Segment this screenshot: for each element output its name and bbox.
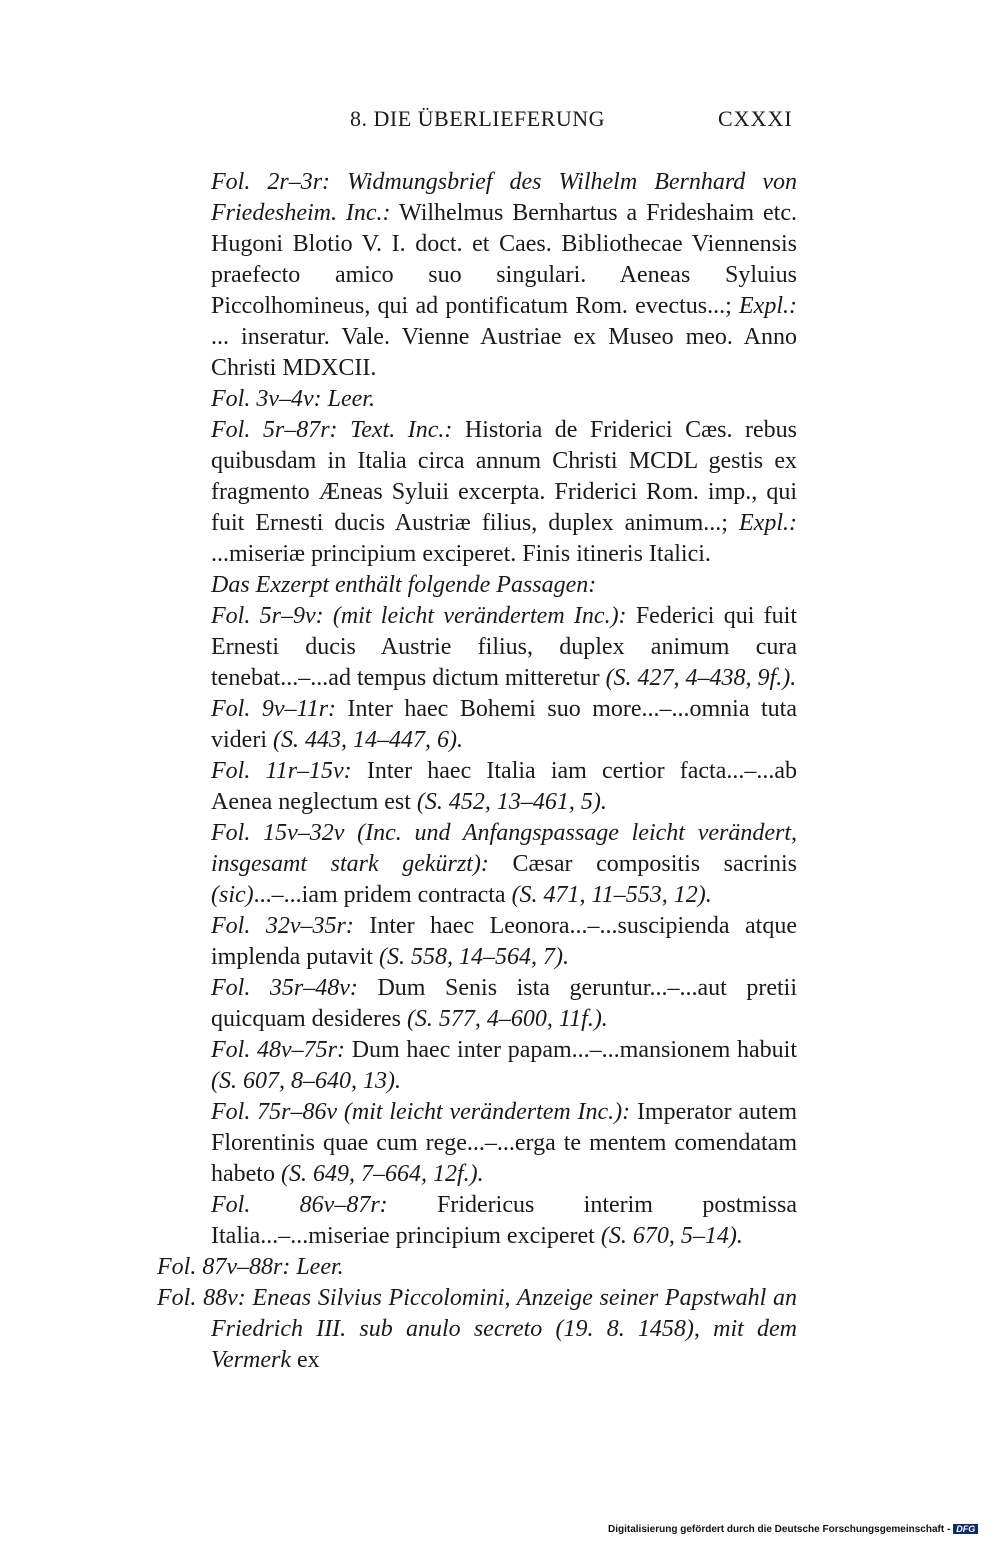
- entry-leer-2: Fol. 87v–88r: Leer.: [157, 1254, 344, 1280]
- passage-4: Fol. 15v–32v (Inc. und Anfangspassage leicht verändert, insgesamt stark gekürzt): Cæsar compositis sacrinis (sic)...–...iam pridem contracta (S. 471, 11–553, 12).: [211, 820, 797, 908]
- footer-text: Digitalisierung gefördert durch die Deutsche Forschungsgemeinschaft -: [608, 1524, 951, 1535]
- passage-7: Fol. 48v–75r: Dum haec inter papam...–...mansionem habuit (S. 607, 8–640, 13).: [211, 1037, 798, 1094]
- passage-2: Fol. 9v–11r: Inter haec Bohemi suo more...–...omnia tuta videri (S. 443, 14–447, 6).: [211, 696, 798, 753]
- entry-text: Fol. 5r–87r: Text. Inc.: Historia de Friderici Cæs. rebus quibusdam in Italia circa annum Christi MCDL gestis ex fragmento Æneas Syluii excerpta. Friderici Rom. imp., qui fuit Ernesti ducis Austriæ filius, duplex animum...; Expl.: ...miseriæ principium exciperet. Finis itineris Italici.: [211, 417, 797, 567]
- passage-3: Fol. 11r–15v: Inter haec Italia iam certior facta...–...ab Aenea neglectum est (S. 452, 13–461, 5).: [211, 758, 798, 815]
- passage-9: Fol. 86v–87r: Fridericus interim postmissa Italia...–...miseriae principium exciperet (S. 670, 5–14).: [211, 1192, 797, 1249]
- digitization-footer: [608, 1524, 988, 1540]
- page-body: [157, 167, 797, 1376]
- passage-1: Fol. 5r–9v: (mit leicht verändertem Inc.): Federici qui fuit Ernesti ducis Austrie filius, duplex animum cura tenebat...–...ad tempus dictum mitteretur (S. 427, 4–438, 9f.).: [211, 603, 797, 691]
- passage-8: Fol. 75r–86v (mit leicht verändertem Inc.): Imperator autem Florentinis quae cum rege...–...erga te mentem comendatam habeto (S. 649, 7–664, 12f.).: [211, 1099, 797, 1187]
- passage-5: Fol. 32v–35r: Inter haec Leonora...–...suscipienda atque implenda putavit (S. 558, 14–564, 7).: [211, 913, 798, 970]
- passage-6: Fol. 35r–48v: Dum Senis ista geruntur...–...aut pretii quicquam desideres (S. 577, 4–600, 11f.).: [211, 975, 798, 1032]
- entry-exzerpt-intro: Das Exzerpt enthält folgende Passagen:: [211, 572, 597, 598]
- entry-widmungsbrief: Fol. 2r–3r: Widmungsbrief des Wilhelm Bernhard von Friedesheim. Inc.: Wilhelmus Bernhartus a Frideshaim etc. Hugoni Blotio V. I. doct. et Caes. Bibliothecae Viennensis praefecto amico suo singulari. Aeneas Syluius Piccolhomineus, qui ad pontificatum Rom. evectus...; Expl.: ... inseratur. Vale. Vienne Austriae ex Museo meo. Anno Christi MDXCII.: [211, 169, 797, 381]
- chapter-title: 8. DIE ÜBERLIEFERUNG: [350, 106, 606, 131]
- running-header: [0, 106, 1000, 136]
- entry-leer-1: Fol. 3v–4v: Leer.: [211, 386, 375, 412]
- page-number: CXXXI: [718, 106, 793, 131]
- dfg-logo: DFG: [953, 1524, 978, 1534]
- entry-papstwahl: Fol. 88v: Eneas Silvius Piccolomini, Anzeige seiner Papstwahl an Friedrich III. sub anulo secreto (19. 8. 1458), mit dem Vermerk ex: [157, 1285, 797, 1373]
